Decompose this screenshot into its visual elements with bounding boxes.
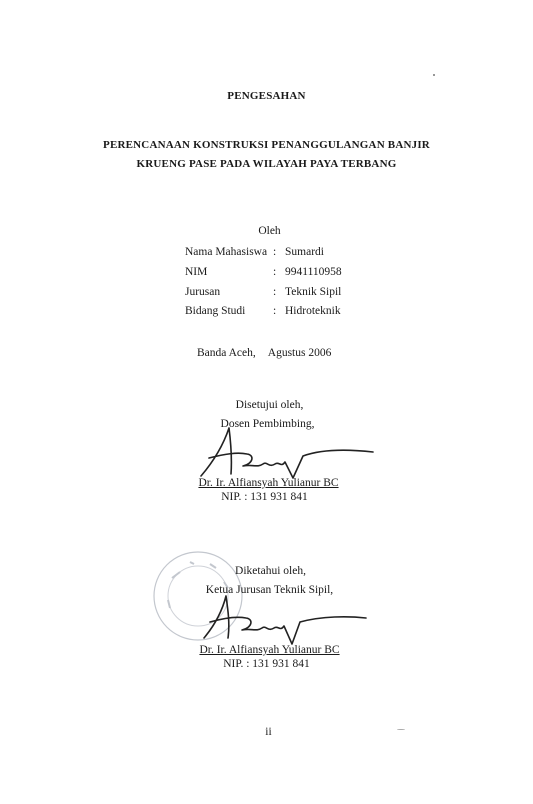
field-colon: : (273, 266, 277, 278)
page-number: ii (265, 726, 272, 738)
place: Banda Aceh, (197, 347, 256, 359)
field-label: Jurusan (185, 286, 221, 298)
field-row-name (185, 246, 324, 258)
department-head-name: Dr. Ir. Alfiansyah Yulianur BC (199, 644, 340, 656)
approved-by-label: Disetujui oleh, (235, 399, 304, 411)
date: Agustus 2006 (267, 347, 332, 359)
field-colon: : (273, 305, 277, 317)
field-row-nim (185, 266, 342, 278)
field-row-jurusan (185, 286, 341, 298)
field-colon: : (273, 286, 277, 298)
department-head-role: Ketua Jurusan Teknik Sipil, (205, 584, 334, 596)
acknowledged-by-label: Diketahui oleh, (235, 565, 306, 577)
thesis-title-line-2: KRUENG PASE PADA WILAYAH PAYA TERBANG (136, 158, 397, 170)
field-value: 9941110958 (285, 266, 342, 278)
supervisor-nip: NIP. : 131 931 841 (221, 491, 308, 503)
field-label: Nama Mahasiswa (185, 246, 268, 258)
department-head-signature (198, 592, 368, 650)
field-value: Sumardi (285, 246, 324, 258)
field-value: Hidroteknik (285, 305, 341, 317)
place-date (197, 347, 331, 359)
scan-speck (397, 729, 405, 730)
field-row-bidang (185, 305, 341, 317)
supervisor-name: Dr. Ir. Alfiansyah Yulianur BC (198, 477, 339, 489)
thesis-title-line-1: PERENCANAAN KONSTRUKSI PENANGGULANGAN BANJIR (103, 139, 430, 151)
page-title: PENGESAHAN (227, 90, 306, 102)
field-colon: : (273, 246, 277, 258)
department-head-nip: NIP. : 131 931 841 (223, 658, 310, 670)
supervisor-signature (195, 424, 375, 484)
field-value: Teknik Sipil (285, 286, 342, 298)
supervisor-role: Dosen Pembimbing, (220, 418, 315, 430)
scan-speck (433, 74, 435, 76)
field-label: NIM (185, 266, 208, 278)
author-intro: Oleh (258, 225, 281, 237)
field-label: Bidang Studi (185, 305, 246, 317)
